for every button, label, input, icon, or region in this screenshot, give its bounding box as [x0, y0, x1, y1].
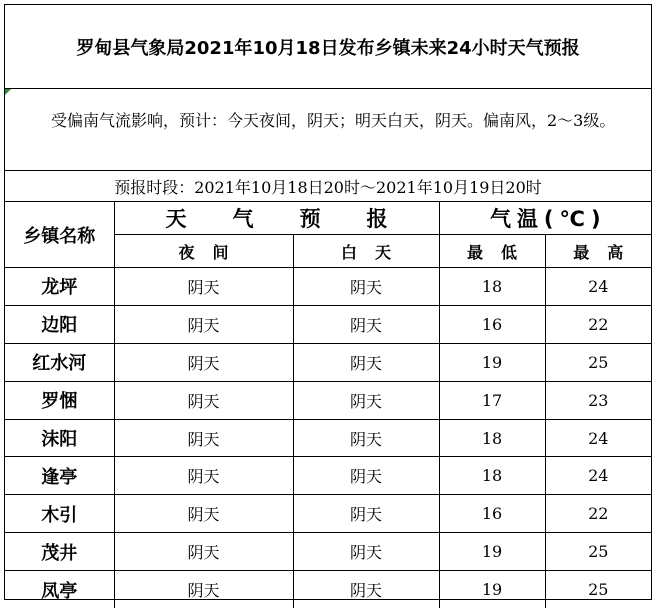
table-row	[5, 381, 651, 419]
header-day: 白天	[293, 235, 439, 268]
low-temp: 16	[439, 305, 545, 343]
low-temp: 19	[439, 343, 545, 381]
high-temp: 24	[545, 268, 651, 306]
low-temp: 16	[439, 495, 545, 533]
forecast-period: 预报时段：2021年10月18日20时～2021年10月19日20时	[5, 171, 651, 202]
town-name: 沫阳	[5, 419, 114, 457]
high-temp: 24	[545, 419, 651, 457]
low-temp: 18	[439, 268, 545, 306]
town-name: 龙坪	[5, 268, 114, 306]
header-town: 乡镇名称	[5, 202, 114, 268]
day-weather: 阴天	[293, 457, 439, 495]
night-weather: 阴天	[114, 533, 293, 571]
high-temp: 22	[545, 495, 651, 533]
night-weather: 阴天	[114, 381, 293, 419]
night-weather: 阴天	[114, 419, 293, 457]
town-name: 边阳	[5, 305, 114, 343]
day-weather: 阴天	[293, 343, 439, 381]
table-row	[5, 305, 651, 343]
forecast-summary: 受偏南气流影响，预计：今天夜间，阴天；明天白天，阴天。偏南风，2～3级。	[5, 89, 651, 171]
town-name: 红水河	[5, 343, 114, 381]
town-name: 茂井	[5, 533, 114, 571]
night-weather: 阴天	[114, 343, 293, 381]
low-temp: 19	[439, 571, 545, 608]
high-temp: 23	[545, 381, 651, 419]
day-weather: 阴天	[293, 495, 439, 533]
high-temp: 25	[545, 571, 651, 608]
night-weather: 阴天	[114, 571, 293, 608]
header-temperature: 气温(℃)	[439, 202, 651, 235]
town-name: 木引	[5, 495, 114, 533]
table-row	[5, 419, 651, 457]
table-row	[5, 495, 651, 533]
header-low: 最低	[439, 235, 545, 268]
forecast-table	[5, 202, 651, 608]
table-row	[5, 268, 651, 306]
page-title: 罗甸县气象局2021年10月18日发布乡镇未来24小时天气预报	[5, 5, 651, 89]
header-night: 夜间	[114, 235, 293, 268]
header-high: 最高	[545, 235, 651, 268]
low-temp: 18	[439, 419, 545, 457]
table-row	[5, 533, 651, 571]
low-temp: 19	[439, 533, 545, 571]
low-temp: 18	[439, 457, 545, 495]
high-temp: 25	[545, 343, 651, 381]
table-header-row	[5, 202, 651, 235]
header-weather: 天气预报	[114, 202, 439, 235]
day-weather: 阴天	[293, 533, 439, 571]
day-weather: 阴天	[293, 571, 439, 608]
day-weather: 阴天	[293, 268, 439, 306]
table-row	[5, 457, 651, 495]
table-row	[5, 343, 651, 381]
town-name: 罗悃	[5, 381, 114, 419]
night-weather: 阴天	[114, 495, 293, 533]
forecast-sheet	[4, 4, 652, 600]
high-temp: 24	[545, 457, 651, 495]
day-weather: 阴天	[293, 381, 439, 419]
night-weather: 阴天	[114, 305, 293, 343]
low-temp: 17	[439, 381, 545, 419]
town-name: 凤亭	[5, 571, 114, 608]
high-temp: 25	[545, 533, 651, 571]
table-row	[5, 571, 651, 608]
high-temp: 22	[545, 305, 651, 343]
night-weather: 阴天	[114, 457, 293, 495]
night-weather: 阴天	[114, 268, 293, 306]
day-weather: 阴天	[293, 419, 439, 457]
town-name: 逢亭	[5, 457, 114, 495]
day-weather: 阴天	[293, 305, 439, 343]
